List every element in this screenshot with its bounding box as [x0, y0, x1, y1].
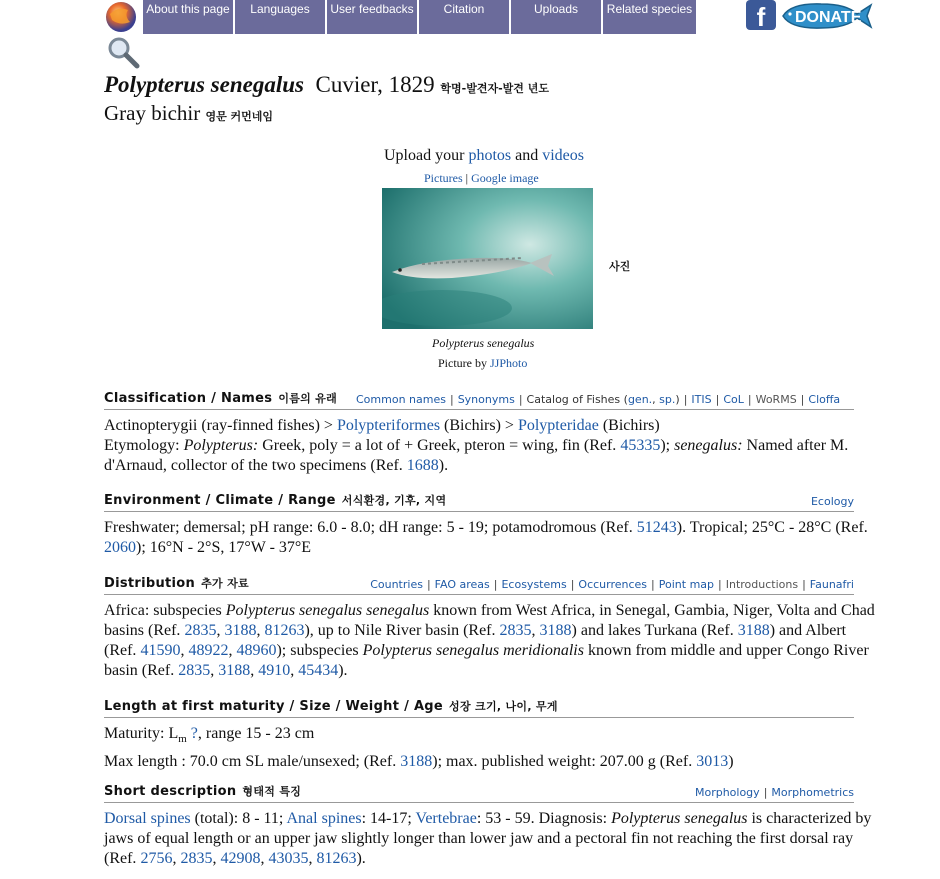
col-link[interactable]: CoL — [723, 393, 744, 406]
species-author: Cuvier, 1829 — [315, 72, 435, 97]
occurrences-link[interactable]: Occurrences — [578, 578, 648, 591]
ecology-link[interactable]: Ecology — [810, 495, 854, 508]
nav-about[interactable]: About this page — [143, 0, 235, 34]
ref-link[interactable]: 3188 — [539, 622, 572, 639]
section-title: Distribution 추가 자료 — [104, 576, 249, 591]
nav-citation[interactable]: Citation — [419, 0, 511, 34]
worms-link[interactable]: WoRMS — [755, 393, 797, 406]
itis-link[interactable]: ITIS — [691, 393, 712, 406]
upload-prefix: Upload your — [384, 147, 465, 164]
ref-link[interactable]: 2060 — [104, 539, 136, 556]
ref-link[interactable]: 3188 — [224, 622, 257, 639]
videos-link[interactable]: videos — [542, 147, 584, 164]
classification-links: Common names | Synonyms | Catalog of Fishes (gen., sp.) | ITIS | CoL | WoRMS | Cloffa — [356, 393, 841, 406]
gen-link[interactable]: gen. — [627, 393, 653, 406]
length-header — [104, 698, 854, 718]
photo-korean-label: 사진 — [609, 260, 631, 273]
ref-link[interactable]: 41590 — [140, 642, 181, 659]
environment-links — [811, 495, 854, 508]
section-title: Classification / Names 이름의 유래 — [104, 391, 338, 406]
ecosystems-link[interactable]: Ecosystems — [501, 578, 567, 591]
ref-link[interactable]: 45434 — [298, 662, 339, 679]
ref-link[interactable]: 48922 — [188, 642, 229, 659]
ref-link[interactable]: 1688 — [406, 457, 439, 474]
point-map-link[interactable]: Point map — [658, 578, 715, 591]
ref-link[interactable]: 3013 — [696, 753, 729, 771]
search-icon[interactable] — [106, 35, 140, 69]
common-name: Gray bichir — [104, 101, 201, 125]
species-photo[interactable] — [382, 188, 593, 329]
ref-link[interactable]: 3188 — [400, 753, 433, 771]
page-title — [104, 72, 549, 98]
common-name-line — [104, 101, 273, 126]
environment-header — [104, 492, 854, 512]
classification-body: Actinopterygii (ray-finned fishes) > Polypteriformes (Bichirs) > Polypteridae (Bichirs) Etymology: Polypterus: Greek, poly = a lot of + Greek, pteron = wing, fin (Ref. 45335); senegalus: Named after M. d'Arnaud, collector of the two specimens (Ref. 1688). — [104, 417, 849, 474]
separator: | — [465, 171, 469, 185]
donate-label: DONATE — [795, 9, 862, 26]
description-links: Morphology | Morphometrics — [694, 786, 854, 799]
top-nav — [143, 0, 696, 34]
order-link[interactable]: Polypteriformes — [336, 417, 441, 434]
common-korean-label: 영문 커먼네임 — [205, 110, 274, 123]
nav-user-feedbacks[interactable]: User feedbacks — [327, 0, 419, 34]
distribution-links: Countries | FAO areas | Ecosystems | Occurrences | Point map | Introductions | Faunafri — [370, 578, 854, 591]
sp-link[interactable]: sp. — [659, 393, 676, 406]
vertebrae-link[interactable]: Vertebrae — [415, 810, 477, 827]
morphometrics-link[interactable]: Morphometrics — [771, 786, 854, 799]
picture-links — [424, 171, 539, 186]
length-body: Maturity: $L_m$ ?, range 15 - 23 cm Max length : 70.0 cm SL male/unsexed; (Ref. 3188); max. published weight: 207.00 g (Ref. 3013) — [104, 725, 734, 771]
description-body: Dorsal spines (total): 8 - 11; Anal spines: 14-17; Vertebrae: 53 - 59. Diagnosis: Polypterus senegalus is characterized by jaws of equal length or an upper jaw slightly longer than lower jaw and a pectoral fin not reaching the first dorsal ray (Ref. 2756, 2835, 42908, 43035, 81263). — [104, 810, 872, 867]
dorsal-spines-link[interactable]: Dorsal spines — [104, 810, 191, 827]
anal-spines-link[interactable]: Anal spines — [286, 810, 362, 827]
ref-link[interactable]: 2835 — [499, 622, 532, 639]
credit-author-link[interactable]: JJPhoto — [490, 356, 528, 370]
ref-link[interactable]: 42908 — [220, 850, 261, 867]
ref-link[interactable]: 2835 — [184, 622, 217, 639]
ref-link[interactable]: 43035 — [268, 850, 309, 867]
ref-link[interactable]: 3188 — [737, 622, 770, 639]
fao-areas-link[interactable]: FAO areas — [434, 578, 490, 591]
section-title: Short description 형태적 특징 — [104, 784, 302, 799]
photos-link[interactable]: photos — [468, 147, 512, 164]
ref-link[interactable]: 81263 — [316, 850, 357, 867]
environment-body: Freshwater; demersal; pH range: 6.0 - 8.0; dH range: 5 - 19; potamodromous (Ref. 51243). Tropical; 25°C - 28°C (Ref. 2060); 16°N - 2°S, 17°W - 37°E — [104, 519, 868, 556]
section-title: Environment / Climate / Range 서식환경, 기후, 지역 — [104, 493, 447, 508]
family-link[interactable]: Polypteridae — [517, 417, 599, 434]
ref-link[interactable]: 81263 — [264, 622, 305, 639]
upload-and: and — [515, 147, 539, 164]
synonyms-link[interactable]: Synonyms — [457, 393, 515, 406]
faunafri-link[interactable]: Faunafri — [809, 578, 854, 591]
photo-caption: Polypterus senegalus — [432, 336, 535, 350]
distribution-header — [104, 575, 854, 595]
credit-prefix: Picture by — [438, 356, 487, 370]
fishbase-logo[interactable] — [104, 0, 138, 34]
nav-languages[interactable]: Languages — [235, 0, 327, 34]
facebook-icon[interactable]: f — [746, 0, 776, 30]
nav-related-species[interactable]: Related species — [603, 0, 696, 34]
donate-button[interactable] — [781, 1, 873, 31]
distribution-body: Africa: subspecies Polypterus senegalus senegalus known from West Africa, in Senegal, Gambia, Niger, Volta and Chad basins (Ref. 2835, 3188, 81263), up to Nile River basin (Ref. 2835, 3188) and lakes Turkana (Ref. 3188) and Albert (Ref. 41590, 48922, 48960); subspecies Polypterus senegalus meridionalis known from middle and upper Congo River basin (Ref. 2835, 3188, 4910, 45434). — [104, 602, 875, 679]
photo-credit — [438, 356, 527, 371]
cloffa-link[interactable]: Cloffa — [808, 393, 841, 406]
title-korean-label: 학명-발견자-발견 년도 — [440, 82, 550, 95]
ref-link[interactable]: 4910 — [258, 662, 291, 679]
upload-line — [384, 147, 584, 165]
ref-link[interactable]: 45335 — [620, 437, 661, 454]
nav-uploads[interactable]: Uploads — [511, 0, 603, 34]
maturity-help-link[interactable]: ? — [190, 725, 198, 742]
scientific-name: Polypterus senegalus — [104, 72, 304, 97]
ref-link[interactable]: 2835 — [180, 850, 213, 867]
introductions-link[interactable]: Introductions — [725, 578, 799, 591]
pictures-link[interactable]: Pictures — [424, 171, 463, 185]
section-title: Length at first maturity / Size / Weight / Age 성장 크기, 나이, 무게 — [104, 699, 558, 714]
google-image-link[interactable]: Google image — [471, 171, 539, 185]
ref-link[interactable]: 51243 — [636, 519, 677, 536]
common-names-link[interactable]: Common names — [356, 393, 446, 406]
ref-link[interactable]: 48960 — [236, 642, 277, 659]
ref-link[interactable]: 3188 — [218, 662, 251, 679]
morphology-link[interactable]: Morphology — [694, 786, 760, 799]
ref-link[interactable]: 2756 — [140, 850, 173, 867]
classification-header — [104, 390, 854, 410]
ref-link[interactable]: 2835 — [178, 662, 211, 679]
description-header — [104, 783, 854, 803]
countries-link[interactable]: Countries — [370, 578, 423, 591]
